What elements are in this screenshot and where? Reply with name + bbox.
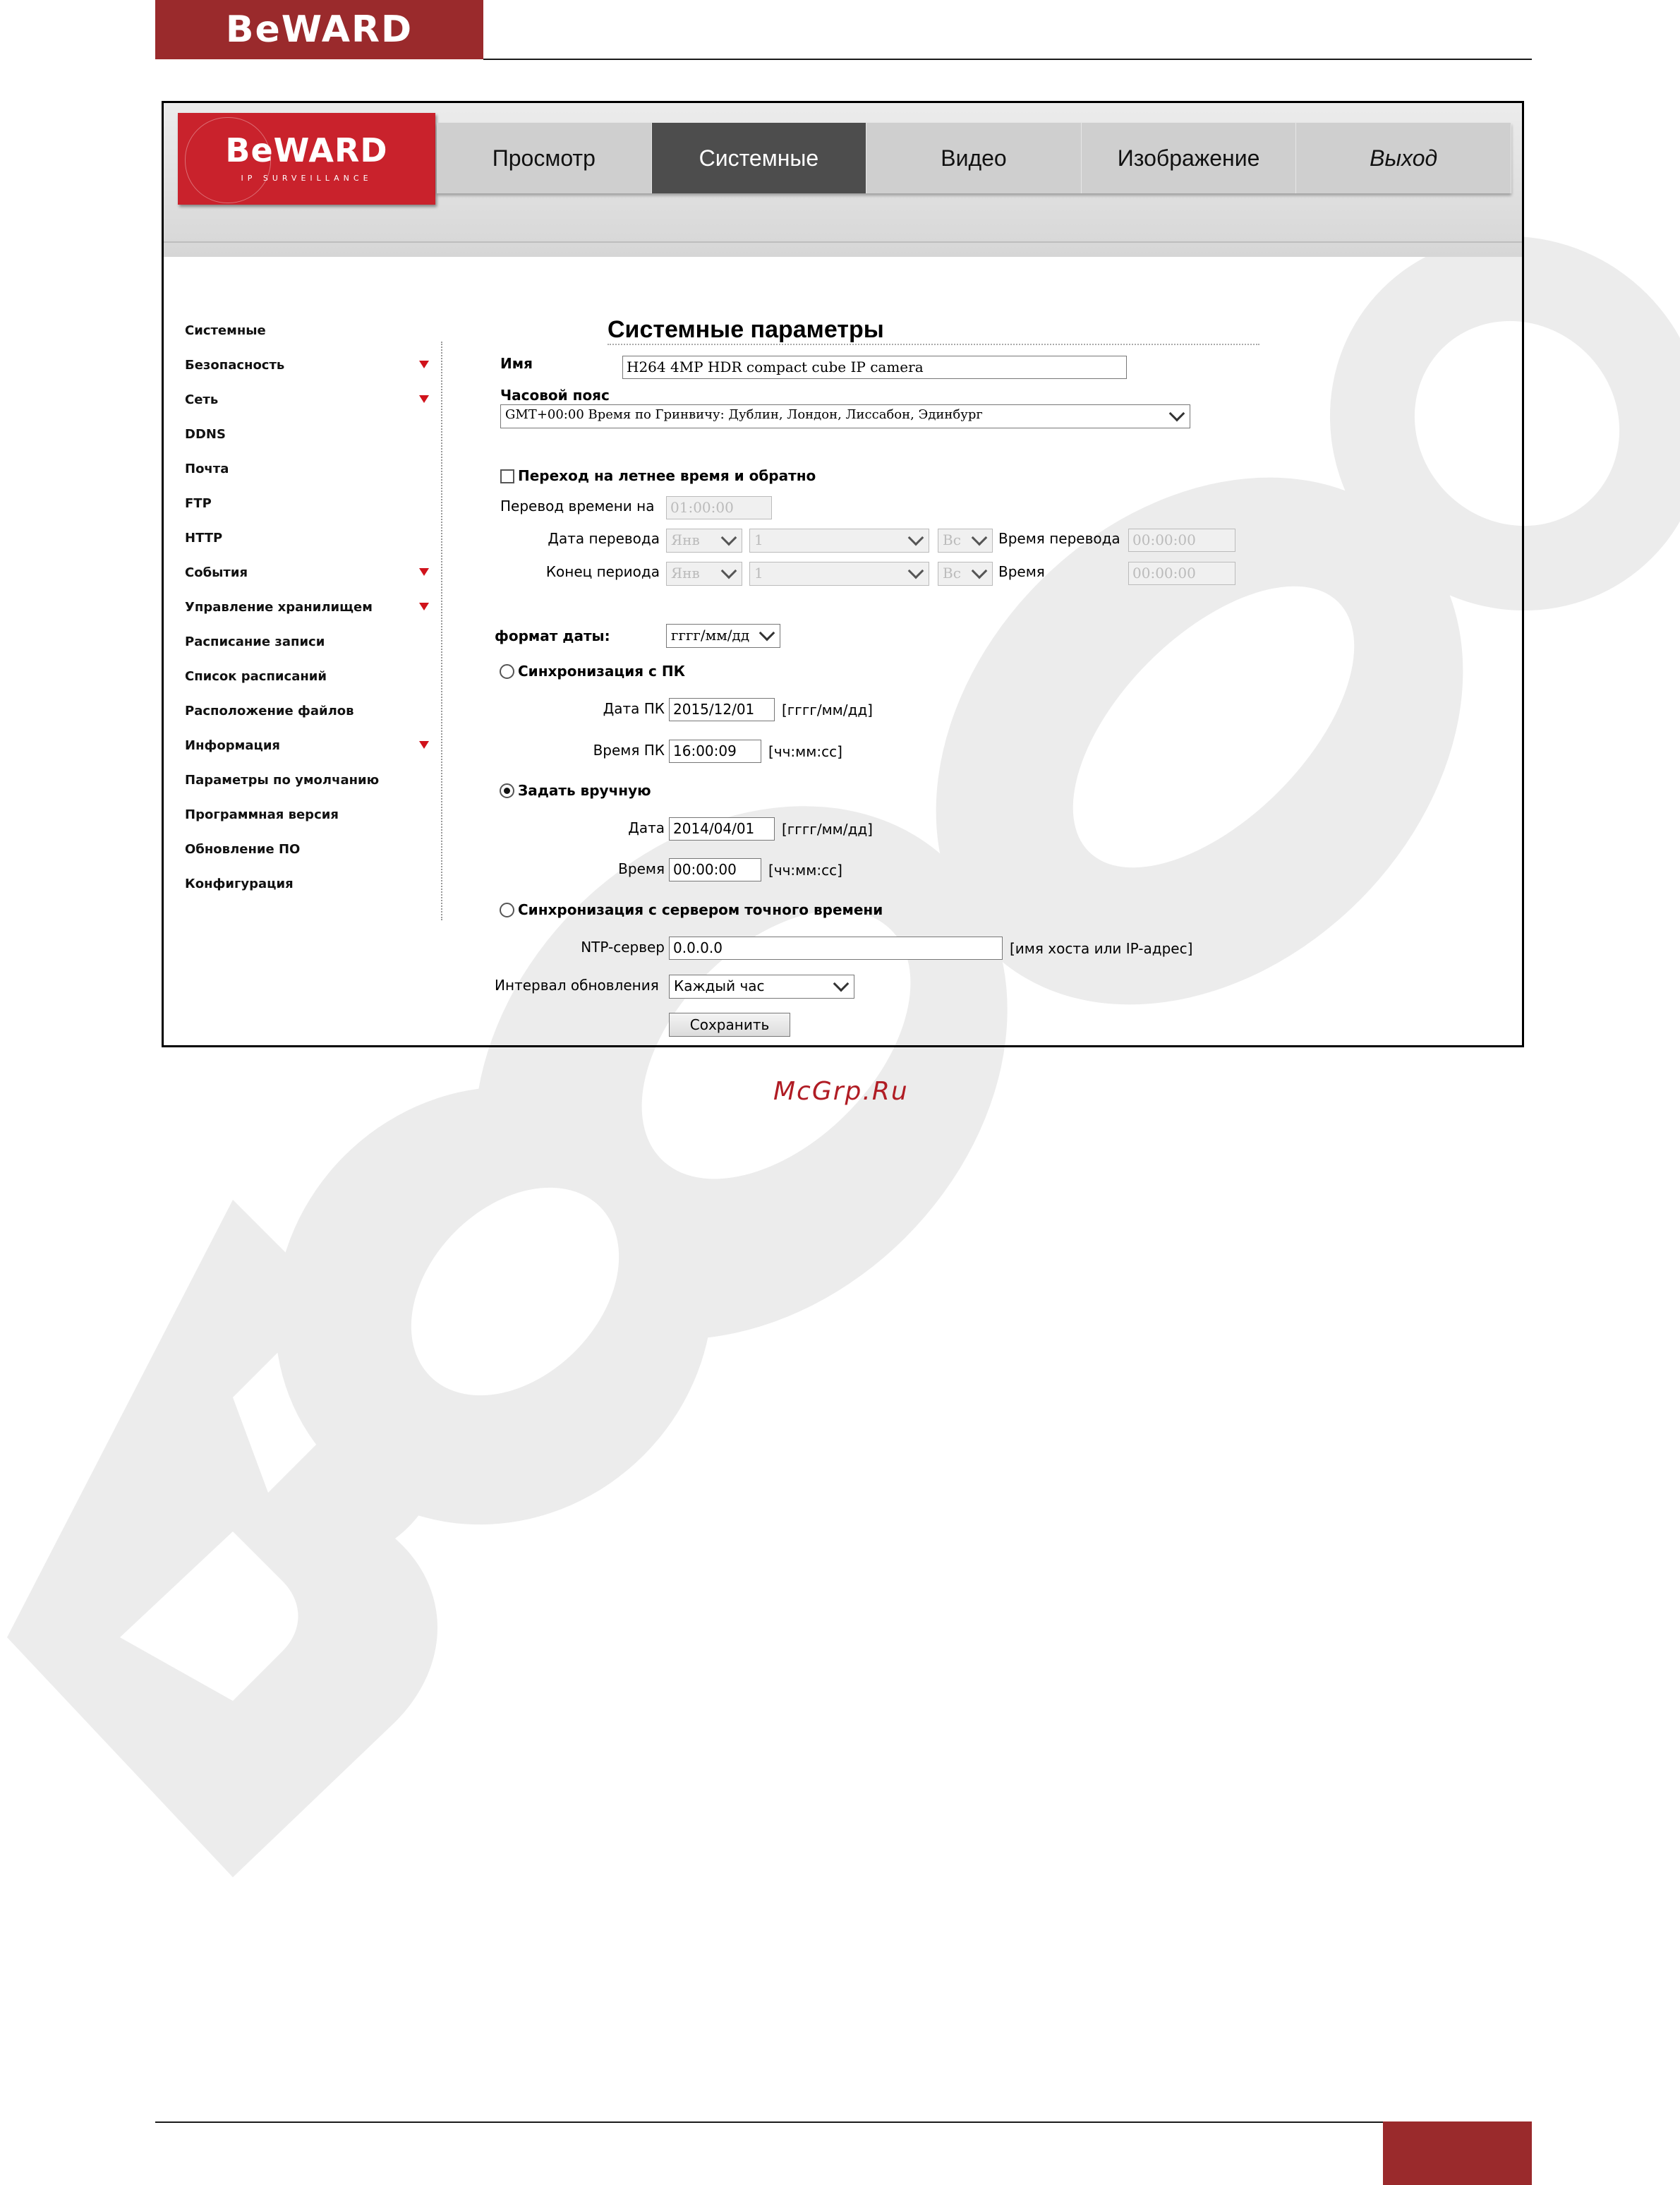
dst-end-month-select[interactable] bbox=[666, 562, 742, 586]
ntp-server-label: NTP-сервер bbox=[581, 939, 665, 956]
app-logo-tagline: IP SURVEILLANCE bbox=[241, 174, 373, 183]
sidebar-item-label: События bbox=[185, 565, 248, 580]
name-label: Имя bbox=[500, 355, 533, 372]
dst-start-day-value: Вс bbox=[943, 531, 961, 548]
chevron-down-icon bbox=[759, 625, 775, 642]
dst-end-week-select[interactable] bbox=[749, 562, 929, 586]
ntp-label: Синхронизация с сервером точного времени bbox=[518, 901, 883, 918]
app-logo-text: BeWARD bbox=[225, 131, 388, 169]
sync-pc-radio[interactable] bbox=[500, 664, 514, 679]
pc-time-label: Время ПК bbox=[593, 742, 665, 759]
dst-start-label: Дата перевода bbox=[548, 530, 660, 547]
dst-offset-input[interactable]: 01:00:00 bbox=[666, 496, 772, 519]
dst-start-time-label: Время перевода bbox=[998, 530, 1120, 547]
footer-accent-block bbox=[1383, 2121, 1532, 2185]
chevron-down-icon bbox=[721, 563, 737, 579]
dst-end-week-value: 1 bbox=[754, 565, 763, 582]
sidebar-item-label: Параметры по умолчанию bbox=[185, 773, 380, 788]
pc-date-label: Дата ПК bbox=[603, 700, 665, 717]
sync-pc-label: Синхронизация с ПК bbox=[518, 663, 685, 680]
sidebar-item-label: HTTP bbox=[185, 531, 223, 546]
sidebar-item-label: Список расписаний bbox=[185, 669, 327, 684]
dst-checkbox[interactable] bbox=[500, 469, 514, 483]
pc-time-hint: [чч:мм:сс] bbox=[768, 743, 842, 760]
ntp-radio[interactable] bbox=[500, 903, 514, 917]
sidebar-item-label: Почта bbox=[185, 462, 229, 476]
sidebar-item-label: Программная версия bbox=[185, 807, 339, 822]
chevron-down-icon bbox=[908, 530, 924, 546]
timezone-value: GMT+00:00 Время по Гринвичу: Дублин, Лондон, Лиссабон, Эдинбург bbox=[505, 407, 983, 422]
manual-date-label: Дата bbox=[628, 819, 665, 836]
dst-end-month-value: Янв bbox=[671, 565, 700, 582]
manual-date-input[interactable]: 2014/04/01 bbox=[669, 817, 775, 841]
chevron-down-icon bbox=[972, 563, 988, 579]
sidebar-item-label: Конфигурация bbox=[185, 877, 294, 891]
title-divider bbox=[608, 344, 1259, 345]
manual-label: Задать вручную bbox=[518, 782, 651, 799]
sidebar-item-label: Расположение файлов bbox=[185, 704, 354, 718]
save-button[interactable]: Сохранить bbox=[669, 1013, 790, 1037]
manual-time-input[interactable]: 00:00:00 bbox=[669, 858, 761, 881]
sidebar-item-label: Системные bbox=[185, 323, 266, 338]
pc-time-input[interactable]: 16:00:09 bbox=[669, 740, 761, 763]
chevron-down-icon bbox=[972, 530, 988, 546]
dst-end-time-input[interactable]: 00:00:00 bbox=[1128, 562, 1235, 585]
camera-web-ui bbox=[162, 101, 1524, 1047]
sidebar-item-label: DDNS bbox=[185, 427, 226, 442]
system-settings-form bbox=[164, 103, 1522, 1045]
dst-start-month-value: Янв bbox=[671, 531, 700, 548]
tab-image[interactable]: Изображение bbox=[1082, 123, 1297, 193]
dst-start-month-select[interactable] bbox=[666, 529, 742, 553]
document-logo: BeWARD bbox=[155, 0, 483, 59]
chevron-down-icon bbox=[908, 563, 924, 579]
dst-label: Переход на летнее время и обратно bbox=[518, 467, 816, 484]
sidebar-item-label: FTP bbox=[185, 496, 212, 511]
chevron-down-icon bbox=[721, 530, 737, 546]
update-interval-value: Каждый час bbox=[674, 977, 765, 994]
sidebar-item-label: Управление хранилищем bbox=[185, 600, 373, 615]
chevron-down-icon bbox=[833, 976, 850, 992]
manual-time-hint: [чч:мм:сс] bbox=[768, 862, 842, 879]
manual-date-hint: [гггг/мм/дд] bbox=[782, 821, 873, 838]
dst-end-label: Конец периода bbox=[545, 563, 660, 580]
page-title: Системные параметры bbox=[608, 316, 884, 343]
update-interval-label: Интервал обновления bbox=[495, 977, 659, 994]
manual-radio[interactable] bbox=[500, 783, 514, 798]
header-rule bbox=[483, 59, 1532, 60]
date-format-select[interactable] bbox=[666, 624, 780, 648]
dst-start-week-value: 1 bbox=[754, 531, 763, 548]
ntp-server-hint: [имя хоста или IP-адрес] bbox=[1010, 940, 1193, 957]
timezone-label: Часовой пояс bbox=[500, 387, 610, 404]
tab-video[interactable]: Видео bbox=[866, 123, 1082, 193]
sidebar-item-label: Безопасность bbox=[185, 358, 285, 373]
dst-end-day-select[interactable] bbox=[938, 562, 993, 586]
ntp-server-input[interactable]: 0.0.0.0 bbox=[669, 937, 1003, 960]
dst-start-week-select[interactable] bbox=[749, 529, 929, 553]
sidebar-item-label: Расписание записи bbox=[185, 634, 325, 649]
dst-offset-label: Перевод времени на bbox=[500, 498, 655, 514]
date-format-value: гггг/мм/дд bbox=[671, 627, 750, 644]
manual-time-label: Время bbox=[618, 860, 665, 877]
source-caption: McGrp.Ru bbox=[773, 1077, 909, 1106]
date-format-label: формат даты: bbox=[495, 627, 610, 644]
pc-date-hint: [гггг/мм/дд] bbox=[782, 702, 873, 718]
tab-logout[interactable]: Выход bbox=[1296, 123, 1511, 193]
dst-start-day-select[interactable] bbox=[938, 529, 993, 553]
dst-end-day-value: Вс bbox=[943, 565, 961, 582]
name-input[interactable]: H264 4MP HDR compact cube IP camera bbox=[622, 356, 1127, 379]
tab-system[interactable]: Системные bbox=[652, 123, 867, 193]
dst-end-time-label: Время bbox=[998, 563, 1045, 580]
update-interval-select[interactable] bbox=[669, 975, 854, 999]
sidebar-item-label: Информация bbox=[185, 738, 280, 753]
chevron-down-icon bbox=[1169, 406, 1185, 422]
timezone-select[interactable] bbox=[500, 404, 1190, 428]
pc-date-input[interactable]: 2015/12/01 bbox=[669, 698, 775, 721]
dst-start-time-input[interactable]: 00:00:00 bbox=[1128, 529, 1235, 552]
footer-rule bbox=[155, 2121, 1383, 2123]
sidebar-item-label: Сеть bbox=[185, 392, 219, 407]
sidebar-item-label: Обновление ПО bbox=[185, 842, 301, 857]
tab-view[interactable]: Просмотр bbox=[437, 123, 652, 193]
